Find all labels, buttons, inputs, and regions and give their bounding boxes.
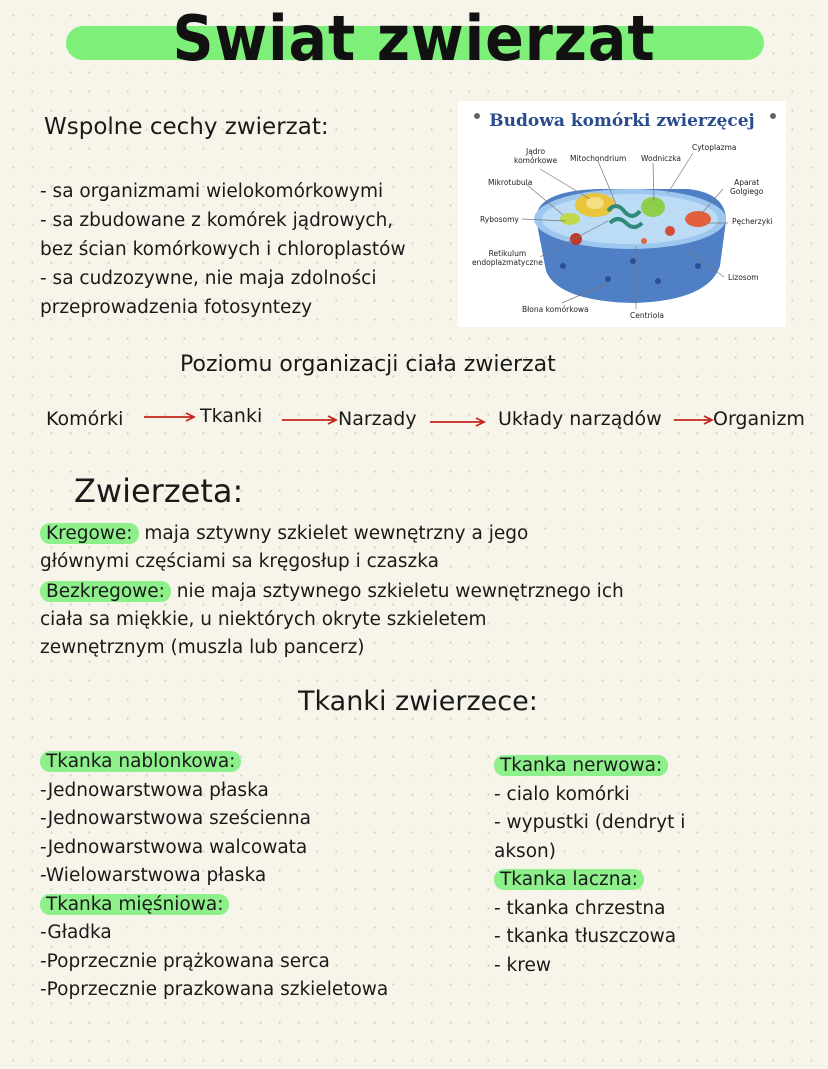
list-item: -Jednowarstwowa walcowata — [40, 836, 308, 858]
list-item: akson) — [494, 840, 556, 862]
vertebrates-label: Kregowe: — [40, 523, 139, 544]
animals-heading: Zwierzeta: — [74, 472, 244, 510]
list-item: - cialo komórki — [494, 783, 630, 805]
cell-illustration — [458, 101, 786, 327]
list-item: -Poprzecznie prazkowana szkieletowa — [40, 979, 389, 1000]
invertebrates-text: zewnętrznym (muszla lub pancerz) — [40, 637, 365, 658]
list-item: - tkanka chrzestna — [494, 897, 666, 919]
trait-line: - sa organizmami wielokomórkowymi — [40, 181, 384, 202]
list-item: -Jednowarstwowa płaska — [40, 779, 269, 801]
label-er: Retikulum endoplazmatyczne — [472, 249, 543, 267]
arrow-right-icon — [144, 412, 196, 422]
label-cytoplasm: Cytoplazma — [692, 143, 737, 152]
list-item: - tkanka tłuszczowa — [494, 926, 677, 947]
level-step: Tkanki — [200, 405, 263, 427]
arrow-right-icon — [282, 415, 338, 425]
invertebrates-text: ciała sa miękkie, u niektórych okryte szkieletem — [40, 609, 487, 630]
list-item: -Poprzecznie prążkowana serca — [40, 950, 330, 972]
list-item: -Gładka — [40, 922, 112, 943]
invertebrates-text: nie maja sztywnego szkieletu wewnętrznego ich — [170, 581, 624, 602]
list-item: -Jednowarstwowa sześcienna — [40, 808, 311, 829]
level-step: Komórki — [46, 408, 124, 430]
arrow-right-icon — [430, 417, 486, 427]
tissues-right-column — [494, 752, 685, 980]
muscle-tissue-label: Tkanka mięśniowa: — [40, 894, 229, 915]
list-item: -Wielowarstwowa płaska — [40, 865, 267, 886]
invertebrates-label: Bezkregowe: — [40, 581, 171, 602]
trait-line: - sa cudzozywne, nie maja zdolności — [40, 268, 377, 289]
invertebrates-paragraph — [40, 578, 660, 662]
arrow-right-icon — [674, 415, 714, 425]
level-step: Układy narządów — [498, 408, 662, 430]
trait-line: bez ścian komórkowych i chloroplastów — [40, 239, 406, 260]
animal-cell-diagram — [458, 101, 786, 327]
tissues-left-column — [40, 748, 388, 1005]
connective-tissue-label: Tkanka laczna: — [494, 869, 644, 890]
label-vesicles: Pęcherzyki — [732, 217, 773, 226]
trait-line: - sa zbudowane z komórek jądrowych, — [40, 210, 394, 231]
nervous-tissue-label: Tkanka nerwowa: — [494, 755, 668, 776]
label-mitochondrium: Mitochondrium — [570, 154, 627, 163]
label-lysosome: Lizosom — [728, 273, 759, 282]
common-traits-heading: Wspolne cechy zwierzat: — [44, 114, 329, 140]
level-step: Narzady — [338, 408, 417, 430]
organization-levels-heading: Poziomu organizacji ciała zwierzat — [180, 352, 556, 377]
label-microtubule: Mikrotubula — [488, 178, 533, 187]
tissues-heading: Tkanki zwierzece: — [298, 686, 538, 717]
common-traits-list — [40, 177, 460, 322]
list-item: - wypustki (dendryt i — [494, 812, 686, 833]
label-ribosome: Rybosomy — [480, 215, 519, 224]
vertebrates-text: maja sztywny szkielet wewnętrzny a jego — [138, 523, 529, 544]
label-centriole: Centriola — [630, 311, 664, 320]
vertebrates-paragraph — [40, 520, 660, 576]
label-vacuole: Wodniczka — [641, 154, 682, 163]
level-step: Organizm — [713, 408, 805, 430]
epithelial-tissue-label: Tkanka nablonkowa: — [40, 751, 241, 772]
label-nucleus: Jądro komórkowe — [514, 147, 558, 165]
cell-diagram-title: Budowa komórki zwierzęcej — [489, 111, 755, 131]
label-golgi: Aparat Golgiego — [730, 178, 764, 196]
trait-line: przeprowadzenia fotosyntezy — [40, 297, 313, 318]
organization-flow — [0, 405, 828, 438]
page-title: Swiat zwierzat — [172, 2, 656, 75]
list-item: - krew — [494, 954, 551, 976]
label-membrane: Błona komórkowa — [522, 305, 589, 314]
vertebrates-text: głównymi częściami sa kręgosłup i czaszka — [40, 551, 439, 572]
